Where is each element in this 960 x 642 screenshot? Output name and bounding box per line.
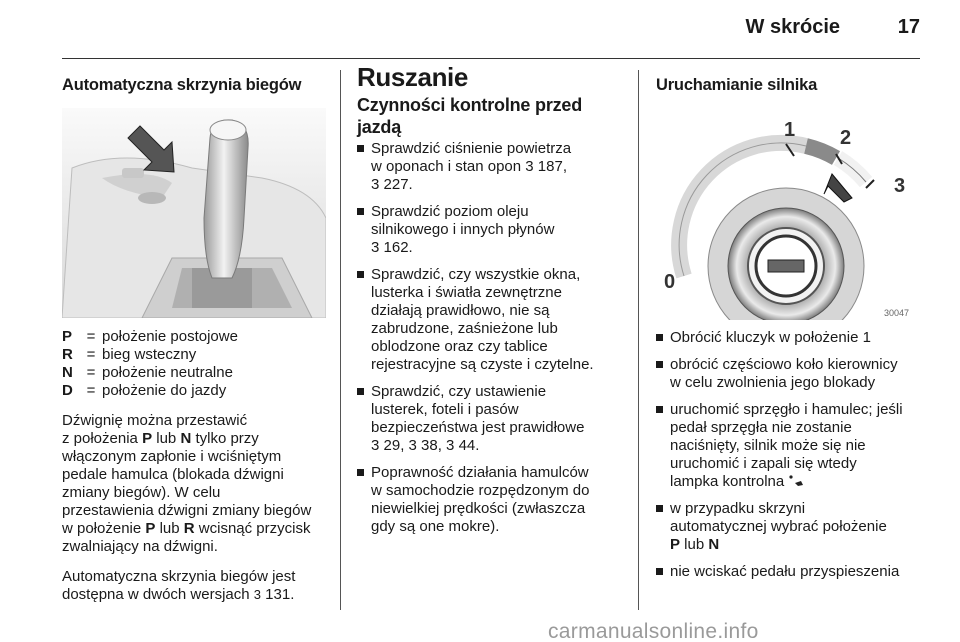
bold-letter: R bbox=[183, 520, 195, 537]
legend-text: położenie do jazdy bbox=[102, 382, 227, 399]
list-item bbox=[656, 500, 926, 554]
bold-letter: P bbox=[142, 430, 153, 447]
page-number: 17 bbox=[897, 16, 920, 38]
text-line: tylko przy bbox=[191, 430, 259, 447]
text-line: Sprawdzić, czy wszystkie okna, bbox=[371, 266, 581, 283]
text-line: uruchomić i zapali się wtedy bbox=[670, 455, 857, 472]
text-line: Czynności kontrolne przed bbox=[357, 95, 583, 115]
text-line: bezpieczeństwa jest prawidłowe bbox=[371, 419, 585, 436]
text-line: Dźwignię można przestawić bbox=[62, 412, 248, 429]
bold-letter: N bbox=[180, 430, 192, 447]
text-line: jazdą bbox=[357, 117, 402, 137]
text-line: lub bbox=[152, 430, 181, 447]
legend-key: R bbox=[62, 346, 73, 363]
list-item bbox=[357, 203, 627, 257]
bold-letter: P bbox=[145, 520, 156, 537]
legend-eq: = bbox=[86, 364, 96, 381]
legend-row-d bbox=[62, 382, 332, 400]
text-line: Poprawność działania hamulców bbox=[371, 464, 589, 481]
position-label-1: 1 bbox=[784, 119, 796, 141]
subsection-title-checks bbox=[357, 94, 627, 138]
text-line: oblodzone oraz czy tablice bbox=[371, 338, 548, 355]
text-line: silnikowego i innych płynów bbox=[371, 221, 555, 238]
text-line: obrócić częściowo koło kierownicy bbox=[670, 356, 898, 373]
page-header bbox=[0, 16, 960, 46]
legend-row-n bbox=[62, 364, 332, 382]
page-ref: 3 29, 3 38, 3 44. bbox=[371, 437, 480, 454]
text-line: dostępna w dwóch wersjach bbox=[62, 586, 254, 603]
column-divider-2 bbox=[638, 70, 639, 610]
text-line: lusterka i światła zewnętrzne bbox=[371, 284, 562, 301]
page-ref: 3 227. bbox=[371, 176, 413, 193]
section-heading-gearbox: Automatyczna skrzynia biegów bbox=[62, 76, 302, 94]
legend-text: położenie postojowe bbox=[102, 328, 238, 345]
text-line: Sprawdzić poziom oleju bbox=[371, 203, 529, 220]
list-item bbox=[656, 401, 926, 491]
text-line: w samochodzie rozpędzonym do bbox=[371, 482, 590, 499]
text-line: Sprawdzić ciśnienie powietrza bbox=[371, 140, 572, 157]
text-line: niewielkiej prędkości (zwłaszcza bbox=[371, 500, 586, 517]
list-item bbox=[656, 356, 926, 392]
page-ref-icon: 3 bbox=[253, 587, 262, 602]
text-line: włączonym zapłonie i wciśniętym bbox=[62, 448, 282, 465]
text-line: pedał sprzęgła nie zostanie bbox=[670, 419, 852, 436]
legend-eq: = bbox=[86, 328, 96, 345]
text-line: zabrudzone, zaśnieżone lub bbox=[371, 320, 558, 337]
text-line: naciśnięty, silnik może się nie bbox=[670, 437, 866, 454]
text-line: lub bbox=[155, 520, 184, 537]
bold-letter: N bbox=[708, 536, 720, 553]
column-engine-start bbox=[656, 72, 926, 581]
position-label-0: 0 bbox=[664, 271, 676, 293]
legend-key: P bbox=[62, 328, 73, 345]
text-line: przestawienia dźwigni zmiany biegów bbox=[62, 502, 312, 519]
ignition-lock-drawing bbox=[656, 106, 920, 320]
legend-text: położenie neutralne bbox=[102, 364, 233, 381]
gearbox-paragraph-1 bbox=[62, 412, 332, 556]
gear-selector-illustration bbox=[62, 108, 326, 318]
position-label-3: 3 bbox=[894, 175, 906, 197]
column-automatic-gearbox bbox=[62, 72, 332, 604]
legend-eq: = bbox=[86, 346, 96, 363]
text-line: działają prawidłowo, nie są bbox=[371, 302, 550, 319]
text-line: automatycznej wybrać położenie bbox=[670, 518, 887, 535]
legend-key: N bbox=[62, 364, 73, 381]
text-line: gdy są one mokre). bbox=[371, 518, 500, 535]
text-line: w przypadku skrzyni bbox=[670, 500, 806, 517]
page-ref: 3 162. bbox=[371, 239, 413, 256]
column-divider-1 bbox=[340, 70, 341, 610]
text-line: pedale hamulca (blokada dźwigni bbox=[62, 466, 284, 483]
list-item bbox=[656, 329, 926, 347]
text-line: w oponach i stan opon bbox=[371, 158, 526, 175]
legend-eq: = bbox=[86, 382, 96, 399]
section-title-ruszanie: Ruszanie bbox=[357, 62, 468, 92]
gearbox-paragraph-2 bbox=[62, 568, 332, 604]
engine-start-steps bbox=[656, 329, 926, 581]
text-line: rejestracyjne są czyste i czytelne. bbox=[371, 356, 594, 373]
column-starting-off bbox=[357, 62, 627, 536]
text-line: zmiany biegów). W celu bbox=[62, 484, 221, 501]
text-line: lub bbox=[680, 536, 709, 553]
checklist bbox=[357, 140, 627, 536]
page-ref: 3 187, bbox=[525, 158, 567, 175]
legend-text: bieg wsteczny bbox=[102, 346, 197, 363]
text-line: w położenie bbox=[62, 520, 146, 537]
list-item bbox=[357, 266, 627, 374]
text-line: lusterek, foteli i pasów bbox=[371, 401, 519, 418]
text-line: zwalniający na dźwigni. bbox=[62, 538, 218, 555]
clutch-warning-icon bbox=[788, 475, 804, 487]
text-line: 131. bbox=[261, 586, 295, 603]
legend-row-p bbox=[62, 328, 332, 346]
text-line: Automatyczna skrzynia biegów jest bbox=[62, 568, 296, 585]
text-line: nie wciskać pedału przyspieszenia bbox=[670, 563, 900, 580]
figure-code: 30047 bbox=[884, 308, 910, 318]
text-line: wcisnąć przycisk bbox=[194, 520, 311, 537]
list-item bbox=[357, 140, 627, 194]
legend-key: D bbox=[62, 382, 73, 399]
gear-position-legend bbox=[62, 328, 332, 400]
header-title: W skrócie bbox=[745, 16, 840, 38]
bold-letter: P bbox=[670, 536, 681, 553]
legend-row-r bbox=[62, 346, 332, 364]
list-item bbox=[656, 563, 926, 581]
text-line: lampka kontrolna bbox=[670, 473, 789, 490]
text-line: Obrócić kluczyk w położenie 1 bbox=[670, 329, 871, 346]
text-line: z położenia bbox=[62, 430, 143, 447]
list-item bbox=[357, 383, 627, 455]
list-item bbox=[357, 464, 627, 536]
gear-lever-drawing bbox=[62, 108, 326, 318]
header-rule bbox=[62, 58, 920, 59]
text-line: w celu zwolnienia jego blokady bbox=[670, 374, 876, 391]
position-label-2: 2 bbox=[840, 127, 852, 149]
watermark: carmanualsonline.info bbox=[548, 620, 759, 642]
section-heading-engine-start: Uruchamianie silnika bbox=[656, 76, 818, 94]
ignition-illustration bbox=[656, 106, 920, 320]
text-line: Sprawdzić, czy ustawienie bbox=[371, 383, 547, 400]
text-line: uruchomić sprzęgło i hamulec; jeśli bbox=[670, 401, 903, 418]
